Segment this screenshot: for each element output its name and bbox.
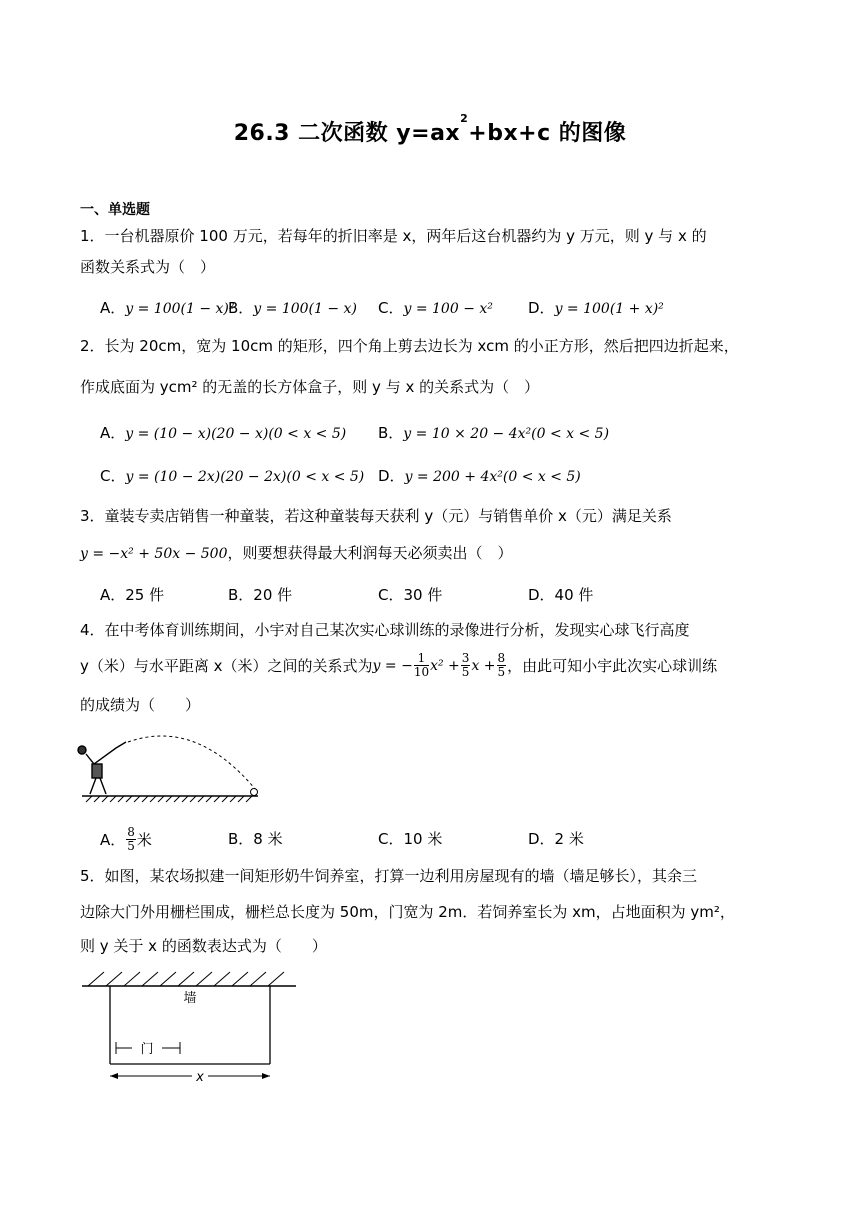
q3-option-b[interactable]: B．20 件 [228, 586, 293, 604]
wall-label: 墙 [183, 991, 197, 1006]
q2-option-b[interactable]: B．y = 10 × 20 − 4x²(0 < x < 5) [378, 424, 610, 442]
q4-option-a[interactable]: A． $\frac{8}{5}$ 米 [100, 825, 152, 853]
shot-put-figure [76, 728, 266, 804]
q5-stem-line3: 则 y 关于 x 的函数表达式为（ ） [80, 937, 327, 955]
door-label: 门 [140, 1042, 154, 1057]
q3-stem-line1: 3．童装专卖店销售一种童装，若这种童装每天获利 y（元）与销售单价 x（元）满足关系 [80, 507, 672, 525]
q2-stem-line1: 2．长为 20cm，宽为 10cm 的矩形，四个角上剪去边长为 xcm 的小正方形，然后把四边折起来， [80, 337, 739, 355]
q4-option-a-fraction: $\frac{8}{5}$ [127, 825, 135, 853]
q2-option-c[interactable]: C．y = (10 − 2x)(20 − 2x)(0 < x < 5) [100, 467, 365, 485]
q1-stem-line2: 函数关系式为（ ） [80, 258, 216, 276]
q3-option-d[interactable]: D．40 件 [528, 586, 594, 604]
q3-option-a[interactable]: A．25 件 [100, 586, 165, 604]
page-title [0, 112, 860, 147]
q1-option-d[interactable]: D．y = 100(1 + x)² [528, 299, 664, 317]
q4-stem-line1: 4．在中考体育训练期间，小宇对自己某次实心球训练的录像进行分析，发现实心球飞行高度 [80, 621, 690, 639]
q5-stem-line1: 5．如图，某农场拟建一间矩形奶牛饲养室，打算一边利用房屋现有的墙（墙足够长），其余三 [80, 867, 698, 885]
q1-option-c[interactable]: C．y = 100 − x² [378, 299, 493, 317]
q4-fraction-1: $\frac{1}{10}$ [413, 651, 430, 679]
q2-option-d[interactable]: D．y = 200 + 4x²(0 < x < 5) [378, 467, 581, 485]
q4-stem-line2: y（米）与水平距离 x（米）之间的关系式为 y = − $\frac{1}{10}$ x² + $\frac{3}{5}$ x + $\frac{8}{5}$ ，由此可知小宇此次实心球训练 [80, 651, 718, 679]
q2-option-a[interactable]: A．y = (10 − x)(20 − x)(0 < x < 5) [100, 424, 347, 442]
q3-stem-line2: y = −x² + 50x − 500，则要想获得最大利润每天必须卖出（ ） [80, 544, 513, 562]
q4-option-c[interactable]: C．10 米 [378, 830, 443, 848]
q4-fraction-3: $\frac{8}{5}$ [497, 651, 506, 679]
q4-option-d[interactable]: D．2 米 [528, 830, 584, 848]
q2-stem-line2: 作成底面为 ycm² 的无盖的长方体盒子，则 y 与 x 的关系式为（ ） [80, 378, 540, 396]
q1-option-a[interactable]: A．y = 100(1 − x)² [100, 299, 235, 317]
title-superscript: 2 [460, 112, 469, 125]
q3-option-c[interactable]: C．30 件 [378, 586, 443, 604]
title-suffix: +bx+c 的图像 [468, 121, 627, 146]
q4-stem-line3: 的成绩为（ ） [80, 696, 201, 714]
q1-stem-line1: 1．一台机器原价 100 万元，若每年的折旧率是 x，两年后这台机器约为 y 万元，则 y 与 x 的 [80, 227, 707, 245]
title-main: 26.3 二次函数 y=ax [233, 121, 461, 146]
q4-fraction-2: $\frac{3}{5}$ [461, 651, 470, 679]
q1-option-b[interactable]: B．y = 100(1 − x) [228, 299, 357, 317]
q5-stem-line2: 边除大门外用栅栏围成，栅栏总长度为 50m，门宽为 2m．若饲养室长为 xm，占地面积为 ym²， [80, 903, 735, 921]
section-heading: 一、单选题 [80, 202, 150, 218]
q3-formula: y = −x² + 50x − 500 [80, 546, 228, 562]
barn-diagram [82, 968, 298, 1088]
q4-option-b[interactable]: B．8 米 [228, 830, 283, 848]
x-dimension-label: x [196, 1070, 204, 1085]
